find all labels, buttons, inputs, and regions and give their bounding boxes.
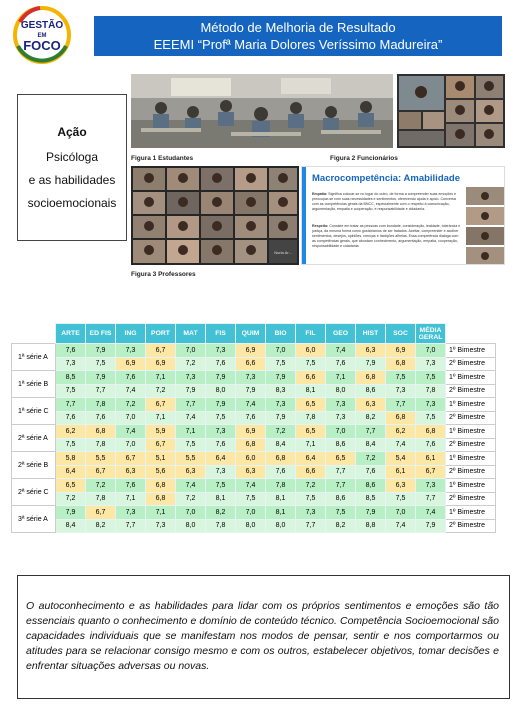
grade-cell: 6,3 [176, 465, 206, 479]
grade-cell: 7,6 [116, 479, 146, 493]
grade-cell: 8,5 [56, 371, 86, 385]
column-header: MÉDIA GERAL [416, 324, 446, 344]
grade-cell: 6,6 [236, 357, 266, 371]
grade-cell: 7,3 [386, 384, 416, 398]
grade-cell: 6,8 [236, 438, 266, 452]
grade-cell: 6,7 [146, 438, 176, 452]
grade-cell: 7,8 [86, 398, 116, 412]
table-row [12, 465, 496, 479]
grade-cell: 7,4 [116, 425, 146, 439]
grade-cell: 6,7 [146, 344, 176, 358]
grade-cell: 8,1 [296, 384, 326, 398]
grade-cell: 7,0 [176, 506, 206, 520]
grade-cell: 5,4 [386, 452, 416, 466]
grade-cell: 7,3 [206, 344, 236, 358]
grade-cell: 7,2 [146, 384, 176, 398]
grade-cell: 7,0 [236, 506, 266, 520]
column-header: GEO [326, 324, 356, 344]
grade-cell: 7,9 [356, 506, 386, 520]
grade-cell: 6,8 [416, 425, 446, 439]
slide-empatia-text: Significa colocar-se no lugar do outro, de forma a compreender suas emoções e preocupar-se com suas necessidades e sentimentos, oferecendo ajuda e apoio. Conversa com as competências gerais da BNCC, especialmente com o respeito à comunicação, argumentação, empatia e cooperação, e responsabilidade e cidadania. [312, 192, 457, 211]
grade-cell: 7,6 [116, 371, 146, 385]
grade-cell: 7,6 [56, 344, 86, 358]
grade-cell: 8,1 [206, 492, 236, 506]
svg-text:FOCO: FOCO [23, 38, 61, 53]
grade-cell: 8,0 [236, 519, 266, 533]
grade-cell: 7,5 [326, 506, 356, 520]
grade-cell: 8,4 [356, 438, 386, 452]
grade-cell: 7,5 [416, 411, 446, 425]
column-header: HIST [356, 324, 386, 344]
grade-cell: 8,5 [356, 492, 386, 506]
grade-cell: 6,2 [56, 425, 86, 439]
grade-cell: 8,6 [356, 479, 386, 493]
bimestre-label: 1º Bimestre [446, 425, 496, 439]
grade-cell: 7,1 [146, 411, 176, 425]
grade-cell: 6,8 [386, 357, 416, 371]
grade-cell: 7,9 [86, 344, 116, 358]
grade-cell: 8,4 [266, 438, 296, 452]
grade-cell: 7,7 [296, 519, 326, 533]
grade-cell: 6,7 [116, 452, 146, 466]
grade-cell: 7,7 [356, 425, 386, 439]
serie-label: 1ª série B [12, 371, 56, 398]
grade-cell: 7,6 [56, 411, 86, 425]
grade-cell: 8,0 [266, 519, 296, 533]
students-photo [131, 74, 393, 148]
grade-cell: 6,1 [416, 452, 446, 466]
grade-cell: 7,3 [416, 357, 446, 371]
grade-cell: 7,6 [416, 438, 446, 452]
grade-cell: 7,9 [416, 519, 446, 533]
slide-respeito-heading: Respeito: [312, 224, 329, 228]
grade-cell: 7,3 [206, 425, 236, 439]
grade-cell: 7,0 [116, 438, 146, 452]
grade-cell: 7,4 [386, 519, 416, 533]
grade-cell: 7,5 [86, 357, 116, 371]
grade-cell: 7,9 [356, 357, 386, 371]
bimestre-label: 1º Bimestre [446, 344, 496, 358]
table-row [12, 492, 496, 506]
grade-cell: 7,4 [386, 438, 416, 452]
serie-label: 2ª série A [12, 425, 56, 452]
grade-cell: 6,3 [356, 398, 386, 412]
grade-cell: 7,8 [416, 384, 446, 398]
header-banner [94, 16, 502, 56]
grade-cell: 6,5 [296, 425, 326, 439]
grade-cell: 6,8 [266, 452, 296, 466]
svg-text:GESTÃO: GESTÃO [20, 20, 64, 31]
header-title: Método de Melhoria de Resultado [200, 20, 396, 35]
slide-title: Macrocompetência: Amabilidade [312, 173, 460, 184]
table-row [12, 411, 496, 425]
grade-cell: 7,2 [116, 398, 146, 412]
grade-cell: 6,7 [86, 465, 116, 479]
bimestre-label: 2º Bimestre [446, 357, 496, 371]
grade-cell: 7,8 [86, 492, 116, 506]
serie-label: 2ª série B [12, 452, 56, 479]
column-header: ED FIS [86, 324, 116, 344]
grade-cell: 7,9 [176, 384, 206, 398]
grade-cell: 5,5 [86, 452, 116, 466]
grade-cell: 6,6 [296, 465, 326, 479]
grade-cell: 6,2 [386, 425, 416, 439]
grade-cell: 7,2 [176, 492, 206, 506]
grade-cell: 7,3 [416, 479, 446, 493]
grade-cell: 6,7 [146, 398, 176, 412]
grade-cell: 7,5 [206, 411, 236, 425]
grade-cell: 7,8 [206, 519, 236, 533]
action-line-2: e as habilidades [28, 173, 116, 187]
grade-cell: 7,0 [176, 344, 206, 358]
grade-cell: 7,3 [236, 371, 266, 385]
grade-cell: 7,3 [56, 357, 86, 371]
grade-cell: 7,3 [176, 371, 206, 385]
bimestre-label: 2º Bimestre [446, 411, 496, 425]
grade-cell: 6,0 [236, 452, 266, 466]
figure-2-caption: Figura 2 Funcionários [330, 155, 398, 162]
grade-cell: 7,3 [296, 506, 326, 520]
grade-cell: 8,1 [266, 492, 296, 506]
grade-cell: 7,5 [176, 438, 206, 452]
grade-cell: 7,5 [386, 492, 416, 506]
grade-cell: 7,8 [86, 438, 116, 452]
column-header: PORT [146, 324, 176, 344]
grade-cell: 6,8 [386, 411, 416, 425]
table-row [12, 452, 496, 466]
grade-cell: 6,8 [146, 492, 176, 506]
table-row [12, 438, 496, 452]
grade-cell: 6,9 [236, 344, 266, 358]
grade-cell: 7,6 [206, 438, 236, 452]
bimestre-label: 2º Bimestre [446, 465, 496, 479]
slide-empatia-heading: Empatia: [312, 192, 328, 196]
grade-cell: 6,6 [296, 371, 326, 385]
grade-cell: 5,6 [146, 465, 176, 479]
grade-cell: 6,3 [356, 344, 386, 358]
grade-cell: 7,7 [326, 479, 356, 493]
grade-cell: 8,4 [56, 519, 86, 533]
bimestre-label: 1º Bimestre [446, 371, 496, 385]
bimestre-label: 1º Bimestre [446, 452, 496, 466]
bimestre-label: 2º Bimestre [446, 438, 496, 452]
grade-cell: 6,8 [356, 371, 386, 385]
action-box [17, 94, 127, 241]
grade-cell: 6,1 [386, 465, 416, 479]
grade-cell: 7,3 [116, 506, 146, 520]
bimestre-label: 2º Bimestre [446, 384, 496, 398]
grade-cell: 7,1 [146, 506, 176, 520]
grade-cell: 7,5 [236, 492, 266, 506]
serie-label: 1ª série C [12, 398, 56, 425]
table-row [12, 344, 496, 358]
grade-cell: 5,8 [56, 452, 86, 466]
grade-cell: 6,8 [146, 479, 176, 493]
grade-cell: 7,1 [296, 438, 326, 452]
table-row [12, 479, 496, 493]
grade-cell: 6,9 [386, 344, 416, 358]
svg-text:EM: EM [37, 33, 47, 39]
grade-cell: 7,1 [116, 492, 146, 506]
column-header: BIO [266, 324, 296, 344]
grade-cell: 7,8 [266, 479, 296, 493]
grade-cell: 7,2 [176, 357, 206, 371]
grade-cell: 6,9 [116, 357, 146, 371]
bimestre-label: 1º Bimestre [446, 479, 496, 493]
grade-cell: 7,1 [326, 371, 356, 385]
slide-respeito-text: Consiste em tratar as pessoas com bondade, consideração, lealdade, tolerância e justiça, da mesma forma como gostaríamos de ser tratados. Aceitar, compreender e acolher sentimentos, desejos, opiniões, crenças e tradições alheias. Essa competência dialoga com as competências gerais, que abordam conhecimento, argumentação, empatia, cooperação, responsabilidade e cidadania. [312, 224, 461, 248]
column-header: FIS [206, 324, 236, 344]
grade-cell: 8,0 [326, 384, 356, 398]
column-header: QUIM [236, 324, 266, 344]
table-row [12, 398, 496, 412]
grade-cell: 7,9 [56, 506, 86, 520]
grade-cell: 7,5 [296, 492, 326, 506]
grade-cell: 7,0 [326, 425, 356, 439]
grade-cell: 7,5 [56, 384, 86, 398]
grade-cell: 7,2 [356, 452, 386, 466]
grade-cell: 6,7 [416, 465, 446, 479]
grade-cell: 7,2 [56, 492, 86, 506]
grade-cell: 8,0 [176, 519, 206, 533]
grade-cell: 7,9 [266, 411, 296, 425]
grade-cell: 8,2 [86, 519, 116, 533]
grade-cell: 7,4 [236, 398, 266, 412]
table-row [12, 519, 496, 533]
grade-cell: 6,3 [386, 479, 416, 493]
grade-cell: 7,9 [236, 384, 266, 398]
grade-cell: 7,5 [386, 371, 416, 385]
grade-cell: 5,1 [146, 452, 176, 466]
grade-cell: 6,8 [86, 425, 116, 439]
grade-cell: 7,5 [266, 357, 296, 371]
grade-cell: 7,0 [266, 344, 296, 358]
grade-cell: 7,7 [326, 465, 356, 479]
grade-cell: 6,7 [86, 506, 116, 520]
grade-cell: 7,7 [386, 398, 416, 412]
grade-cell: 8,2 [326, 519, 356, 533]
action-line-1: Psicóloga [45, 150, 99, 164]
grade-cell: 8,8 [356, 519, 386, 533]
action-title: Ação [57, 125, 87, 139]
grade-cell: 6,9 [236, 425, 266, 439]
grade-cell: 7,9 [206, 398, 236, 412]
grade-cell: 7,6 [266, 465, 296, 479]
grade-cell: 7,6 [356, 465, 386, 479]
grade-cell: 6,4 [56, 465, 86, 479]
grade-cell: 7,5 [416, 371, 446, 385]
grade-cell: 7,6 [326, 357, 356, 371]
bimestre-label: 2º Bimestre [446, 519, 496, 533]
table-row [12, 384, 496, 398]
column-header: ING [116, 324, 146, 344]
grade-cell: 5,9 [146, 425, 176, 439]
grade-cell: 7,3 [326, 411, 356, 425]
grade-cell: 7,5 [56, 438, 86, 452]
grade-cell: 7,4 [116, 384, 146, 398]
bimestre-label: 1º Bimestre [446, 506, 496, 520]
table-row [12, 506, 496, 520]
grade-cell: 7,1 [146, 371, 176, 385]
staff-video-call [397, 74, 505, 148]
grade-cell: 7,5 [206, 479, 236, 493]
header-subtitle: EEEMI “Profª Maria Dolores Veríssimo Madureira” [153, 37, 443, 52]
grade-cell: 8,1 [266, 506, 296, 520]
teachers-video-call [131, 166, 299, 265]
column-header: FIL [296, 324, 326, 344]
socioemotional-quote: O autoconhecimento e as habilidades para lidar com os próprios sentimentos e emoções são tão essenciais quanto o conhecimento e domínio de conteúdo técnico. Competência Socioemocional são capacidades individuais que se manifestam nos modos de pensar, sentir e nos comportarmos ou atitudes para se relacionar consigo mesmo e com os outros, estabelecer objetivos, tomar decisões e enfrentar situações adversas ou novas. [17, 575, 510, 699]
grade-cell: 7,4 [326, 344, 356, 358]
grade-cell: 6,3 [236, 465, 266, 479]
grade-cell: 7,7 [416, 492, 446, 506]
figure-3-caption: Figura 3 Professores [131, 271, 196, 278]
grade-cell: 7,3 [266, 398, 296, 412]
grade-cell: 6,5 [296, 398, 326, 412]
grade-cell: 7,6 [86, 411, 116, 425]
column-header: MAT [176, 324, 206, 344]
grade-cell: 7,1 [176, 425, 206, 439]
grade-cell: 6,5 [326, 452, 356, 466]
grade-cell: 7,2 [296, 479, 326, 493]
grade-cell: 7,3 [116, 344, 146, 358]
action-line-3: socioemocionais [27, 196, 117, 210]
grade-cell: 6,5 [56, 479, 86, 493]
grade-cell: 7,5 [296, 357, 326, 371]
table-row [12, 425, 496, 439]
grade-cell: 7,2 [86, 479, 116, 493]
figure-1-caption: Figura 1 Estudantes [131, 155, 194, 162]
grade-cell: 7,3 [206, 465, 236, 479]
amabilidade-slide [301, 166, 505, 265]
grade-cell: 8,3 [266, 384, 296, 398]
serie-label: 2ª série C [12, 479, 56, 506]
grade-cell: 7,6 [236, 411, 266, 425]
grade-cell: 8,6 [326, 438, 356, 452]
serie-label: 1ª série A [12, 344, 56, 371]
bimestre-label: 2º Bimestre [446, 492, 496, 506]
grade-cell: 7,8 [296, 411, 326, 425]
grade-cell: 6,9 [146, 357, 176, 371]
grade-cell: 7,7 [86, 384, 116, 398]
grade-cell: 7,6 [206, 357, 236, 371]
grade-cell: 7,7 [56, 398, 86, 412]
grade-cell: 6,3 [116, 465, 146, 479]
grade-cell: 7,9 [86, 371, 116, 385]
grade-cell: 8,0 [206, 384, 236, 398]
grade-cell: 8,6 [326, 492, 356, 506]
grade-cell: 7,0 [416, 344, 446, 358]
grade-cell: 6,4 [206, 452, 236, 466]
column-header: ARTE [56, 324, 86, 344]
svg-text:Nuria Ar...: Nuria Ar... [274, 250, 292, 255]
grade-cell: 5,5 [176, 452, 206, 466]
grade-cell: 7,9 [266, 371, 296, 385]
grade-cell: 7,7 [116, 519, 146, 533]
grade-cell: 7,0 [386, 506, 416, 520]
grade-cell: 7,3 [416, 398, 446, 412]
grade-cell: 7,7 [176, 398, 206, 412]
grade-cell: 7,4 [176, 479, 206, 493]
grade-cell: 7,4 [236, 479, 266, 493]
grade-cell: 7,9 [206, 371, 236, 385]
gestao-em-foco-logo [10, 6, 74, 64]
grade-cell: 8,2 [206, 506, 236, 520]
serie-label: 3ª série A [12, 506, 56, 533]
grade-cell: 7,3 [326, 398, 356, 412]
grade-cell: 7,2 [266, 425, 296, 439]
grade-cell: 7,3 [146, 519, 176, 533]
table-row [12, 371, 496, 385]
grade-cell: 6,4 [296, 452, 326, 466]
grade-cell: 7,0 [116, 411, 146, 425]
grade-cell: 8,6 [356, 384, 386, 398]
grade-cell: 7,4 [416, 506, 446, 520]
grade-cell: 6,0 [296, 344, 326, 358]
grades-table [11, 310, 496, 533]
table-row [12, 357, 496, 371]
bimestre-label: 1º Bimestre [446, 398, 496, 412]
grade-cell: 7,4 [176, 411, 206, 425]
column-header: SOC [386, 324, 416, 344]
grade-cell: 8,2 [356, 411, 386, 425]
